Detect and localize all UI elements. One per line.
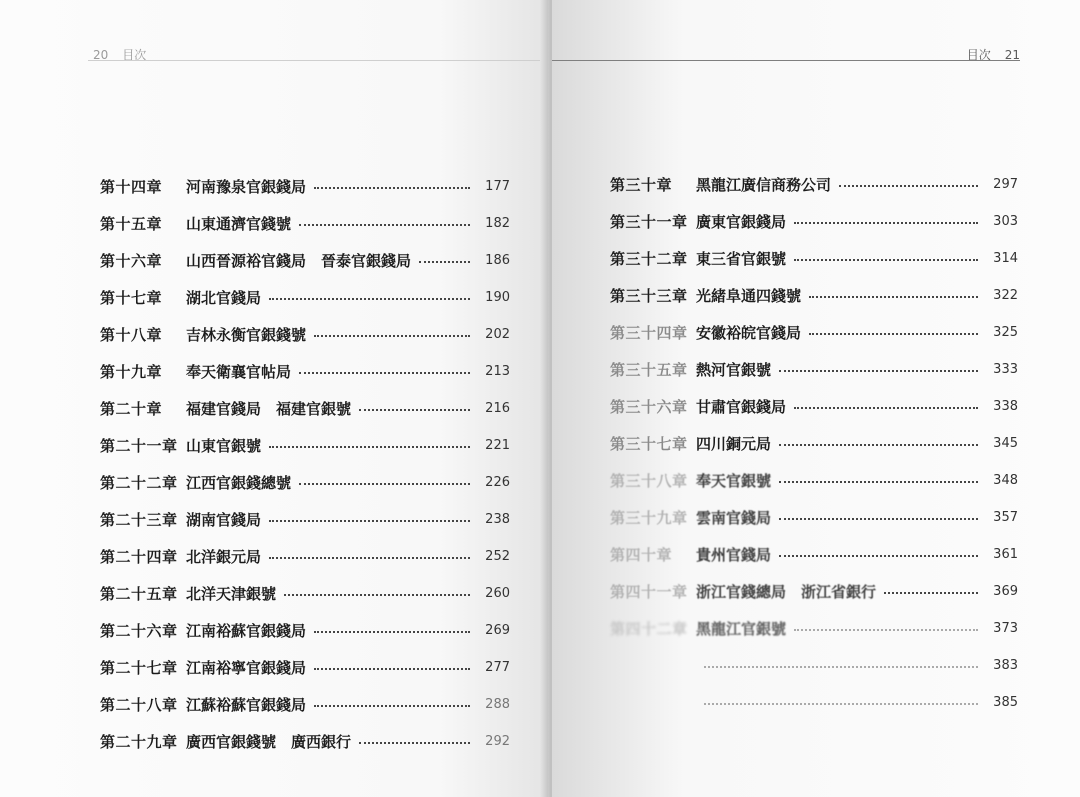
toc-entry xyxy=(100,316,510,353)
chapter-title: 山東官銀號 xyxy=(186,437,262,455)
chapter-number: 第二十一章 xyxy=(100,437,178,455)
dot-leader xyxy=(779,370,978,372)
left-toc-list xyxy=(100,168,510,760)
chapter-number: 第四十章 xyxy=(610,546,673,564)
page-ref: 314 xyxy=(993,251,1018,266)
chapter-number: 第二十三章 xyxy=(100,511,178,529)
chapter-number: 第三十二章 xyxy=(610,250,688,268)
toc-entry xyxy=(100,501,510,538)
right-page-number: 21 xyxy=(1004,48,1020,62)
toc-entry xyxy=(100,612,510,649)
toc-entry xyxy=(610,314,1018,351)
page-ref: 345 xyxy=(993,436,1018,451)
chapter-number: 第三十一章 xyxy=(610,213,688,231)
dot-leader xyxy=(299,483,470,485)
dot-leader xyxy=(704,666,978,668)
toc-entry xyxy=(610,610,1018,647)
chapter-title: 黑龍江官銀號 xyxy=(696,620,787,638)
chapter-title: 奉天官銀號 xyxy=(696,472,772,490)
dot-leader xyxy=(269,520,470,522)
page-ref: 221 xyxy=(485,438,510,453)
dot-leader xyxy=(314,187,470,189)
page-ref: 373 xyxy=(993,621,1018,636)
chapter-number: 第四十一章 xyxy=(610,583,688,601)
chapter-number: 第十七章 xyxy=(100,289,163,307)
chapter-title: 江蘇裕蘇官銀錢局 xyxy=(186,696,307,714)
page-ref: 186 xyxy=(485,253,510,268)
chapter-title: 東三省官銀號 xyxy=(696,250,787,268)
page-ref: 338 xyxy=(993,399,1018,414)
dot-leader xyxy=(359,409,470,411)
page-ref: 292 xyxy=(485,734,510,749)
page-ref: 385 xyxy=(993,695,1018,710)
toc-entry xyxy=(100,242,510,279)
page-ref: 238 xyxy=(485,512,510,527)
page-ref: 325 xyxy=(993,325,1018,340)
chapter-number: 第四十二章 xyxy=(610,620,688,638)
chapter-title: 奉天衛襄官帖局 xyxy=(186,363,292,381)
chapter-title: 山西晉源裕官錢局 晉泰官銀錢局 xyxy=(186,252,412,270)
dot-leader xyxy=(314,335,470,337)
chapter-number: 第二十二章 xyxy=(100,474,178,492)
page-ref: 322 xyxy=(993,288,1018,303)
page-ref: 177 xyxy=(485,179,510,194)
dot-leader xyxy=(809,333,978,335)
chapter-number: 第三十八章 xyxy=(610,472,688,490)
chapter-title: 浙江官錢總局 浙江省銀行 xyxy=(696,583,877,601)
dot-leader xyxy=(284,594,470,596)
page-ref: 297 xyxy=(993,177,1018,192)
toc-entry xyxy=(100,390,510,427)
dot-leader xyxy=(839,185,978,187)
chapter-title: 吉林永衡官銀錢號 xyxy=(186,326,307,344)
chapter-number: 第二十六章 xyxy=(100,622,178,640)
right-page xyxy=(552,0,1080,797)
toc-entry xyxy=(100,575,510,612)
chapter-title: 貴州官錢局 xyxy=(696,546,772,564)
dot-leader xyxy=(809,296,978,298)
chapter-number: 第十五章 xyxy=(100,215,163,233)
dot-leader xyxy=(359,742,470,744)
page-ref: 383 xyxy=(993,658,1018,673)
toc-entry xyxy=(100,649,510,686)
chapter-number: 第二十九章 xyxy=(100,733,178,751)
dot-leader xyxy=(299,224,470,226)
toc-entry xyxy=(100,205,510,242)
toc-entry xyxy=(100,686,510,723)
dot-leader xyxy=(794,629,978,631)
dot-leader xyxy=(779,444,978,446)
toc-entry xyxy=(610,499,1018,536)
page-ref: 260 xyxy=(485,586,510,601)
chapter-number: 第二十四章 xyxy=(100,548,178,566)
dot-leader xyxy=(704,703,978,705)
toc-entry xyxy=(100,168,510,205)
chapter-number: 第三十七章 xyxy=(610,435,688,453)
dot-leader xyxy=(794,222,978,224)
page-ref: 277 xyxy=(485,660,510,675)
chapter-number: 第三十三章 xyxy=(610,287,688,305)
toc-entry xyxy=(610,462,1018,499)
chapter-number: 第三十九章 xyxy=(610,509,688,527)
page-ref: 226 xyxy=(485,475,510,490)
dot-leader xyxy=(269,446,470,448)
chapter-number: 第十六章 xyxy=(100,252,163,270)
toc-entry xyxy=(610,388,1018,425)
toc-entry xyxy=(610,573,1018,610)
toc-entry xyxy=(100,723,510,760)
chapter-title: 湖北官錢局 xyxy=(186,289,262,307)
toc-entry xyxy=(610,351,1018,388)
chapter-number: 第十八章 xyxy=(100,326,163,344)
chapter-title: 北洋天津銀號 xyxy=(186,585,277,603)
page-ref: 202 xyxy=(485,327,510,342)
dot-leader xyxy=(314,705,470,707)
chapter-number: 第二十八章 xyxy=(100,696,178,714)
chapter-title: 北洋銀元局 xyxy=(186,548,262,566)
page-ref: 369 xyxy=(993,584,1018,599)
dot-leader xyxy=(779,555,978,557)
toc-entry xyxy=(100,353,510,390)
toc-entry xyxy=(610,425,1018,462)
chapter-title: 黑龍江廣信商務公司 xyxy=(696,176,832,194)
chapter-title: 雲南官錢局 xyxy=(696,509,772,527)
page-ref: 348 xyxy=(993,473,1018,488)
chapter-number: 第三十五章 xyxy=(610,361,688,379)
page-ref: 216 xyxy=(485,401,510,416)
dot-leader xyxy=(794,407,978,409)
dot-leader xyxy=(314,631,470,633)
dot-leader xyxy=(269,298,470,300)
page-ref: 252 xyxy=(485,549,510,564)
page-ref: 182 xyxy=(485,216,510,231)
chapter-title: 甘肅官銀錢局 xyxy=(696,398,787,416)
chapter-title: 光緒阜通四錢號 xyxy=(696,287,802,305)
chapter-title: 熱河官銀號 xyxy=(696,361,772,379)
toc-entry xyxy=(610,277,1018,314)
toc-entry xyxy=(610,536,1018,573)
dot-leader xyxy=(314,668,470,670)
left-page-number: 20 xyxy=(93,48,109,62)
dot-leader xyxy=(779,518,978,520)
toc-entry xyxy=(100,538,510,575)
toc-entry xyxy=(100,464,510,501)
chapter-title: 四川銅元局 xyxy=(696,435,772,453)
chapter-number: 第二十五章 xyxy=(100,585,178,603)
dot-leader xyxy=(269,557,470,559)
chapter-number: 第三十章 xyxy=(610,176,673,194)
left-header-rule xyxy=(88,60,540,61)
page-ref: 303 xyxy=(993,214,1018,229)
dot-leader xyxy=(419,261,470,263)
chapter-title: 河南豫泉官銀錢局 xyxy=(186,178,307,196)
chapter-title: 江南裕寧官銀錢局 xyxy=(186,659,307,677)
page-ref: 213 xyxy=(485,364,510,379)
chapter-title: 山東通濟官錢號 xyxy=(186,215,292,233)
toc-entry xyxy=(610,684,1018,721)
chapter-title: 湖南官錢局 xyxy=(186,511,262,529)
toc-entry xyxy=(610,166,1018,203)
dot-leader xyxy=(779,481,978,483)
chapter-title: 廣東官銀錢局 xyxy=(696,213,787,231)
chapter-number: 第十四章 xyxy=(100,178,163,196)
chapter-title: 廣西官銀錢號 廣西銀行 xyxy=(186,733,352,751)
toc-entry xyxy=(610,203,1018,240)
chapter-number: 第十九章 xyxy=(100,363,163,381)
chapter-number: 第三十六章 xyxy=(610,398,688,416)
chapter-title: 江西官銀錢總號 xyxy=(186,474,292,492)
dot-leader xyxy=(299,372,470,374)
toc-entry xyxy=(100,427,510,464)
chapter-title: 安徽裕皖官錢局 xyxy=(696,324,802,342)
right-running-title: 目次 xyxy=(966,48,991,62)
chapter-number: 第二十七章 xyxy=(100,659,178,677)
dot-leader xyxy=(884,592,978,594)
page-ref: 190 xyxy=(485,290,510,305)
page-ref: 361 xyxy=(993,547,1018,562)
toc-entry xyxy=(610,647,1018,684)
right-toc-list xyxy=(610,166,1018,721)
toc-entry xyxy=(100,279,510,316)
toc-entry xyxy=(610,240,1018,277)
left-running-title: 目次 xyxy=(122,48,147,62)
page-ref: 333 xyxy=(993,362,1018,377)
chapter-number: 第二十章 xyxy=(100,400,163,418)
chapter-number: 第三十四章 xyxy=(610,324,688,342)
chapter-title: 福建官錢局 福建官銀號 xyxy=(186,400,352,418)
page-ref: 288 xyxy=(485,697,510,712)
page-ref: 269 xyxy=(485,623,510,638)
dot-leader xyxy=(794,259,978,261)
chapter-title: 江南裕蘇官銀錢局 xyxy=(186,622,307,640)
page-ref: 357 xyxy=(993,510,1018,525)
right-header-rule xyxy=(552,60,1020,61)
